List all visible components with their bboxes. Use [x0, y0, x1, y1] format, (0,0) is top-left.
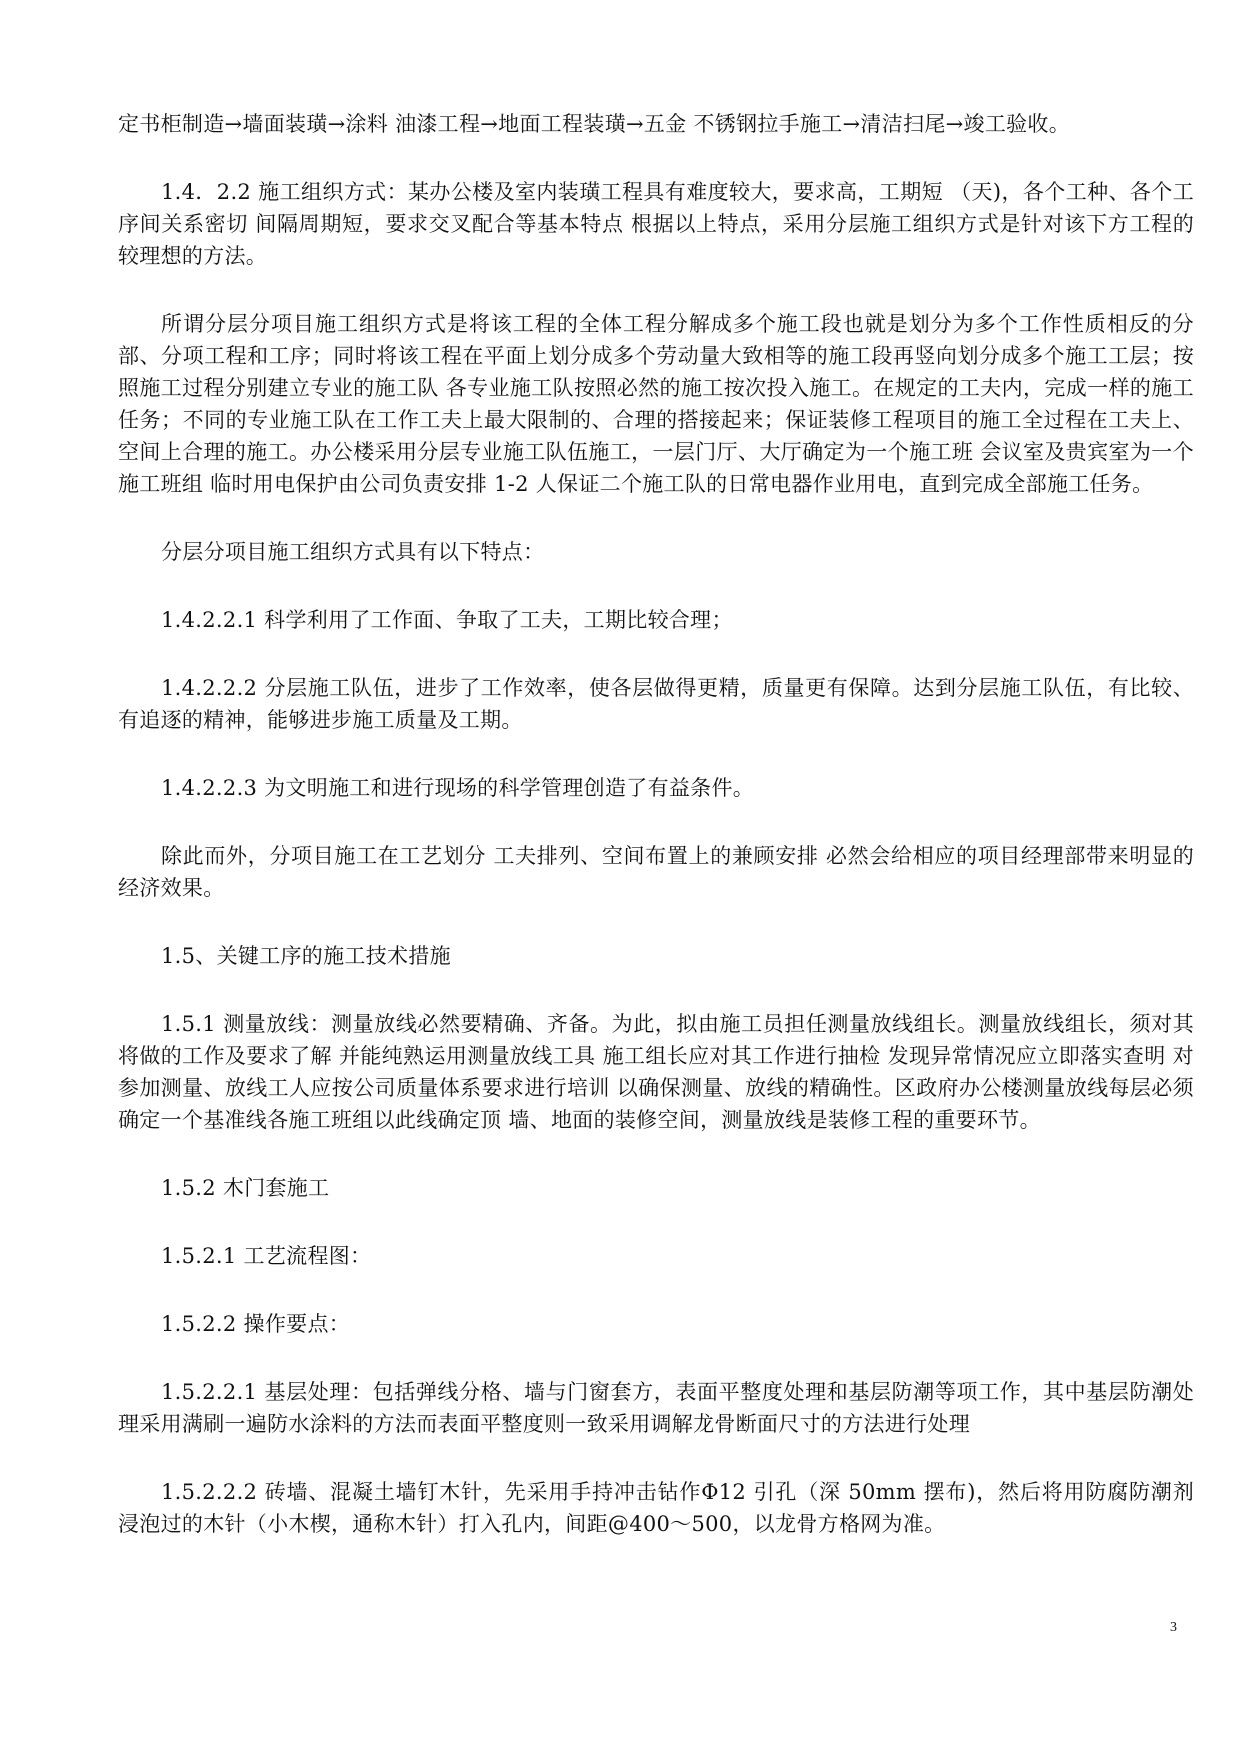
paragraph-economic-effect: 除此而外，分项目施工在工艺划分 工夫排列、空间布置上的兼顾安排 必然会给相应的项目经理部带来明显的经济效果。 — [118, 844, 1194, 900]
paragraph-feature-3: 1.4.2.2.3 为文明施工和进行现场的科学管理创造了有益条件。 — [161, 776, 755, 800]
paragraph-base-treatment: 1.5.2.2.1 基层处理：包括弹线分格、墙与门窗套方，表面平整度处理和基层防潮等项工作，其中基层防潮处理采用满刷一遍防水涂料的方法而表面平整度则一致采用调解龙骨断面尺寸的方法进行处理 — [118, 1380, 1194, 1436]
section-heading-door-frame: 1.5.2 木门套施工 — [161, 1176, 330, 1200]
subheading-process-flow: 1.5.2.1 工艺流程图： — [161, 1244, 372, 1268]
page-body — [118, 108, 1194, 1576]
paragraph-continuation: 定书柜制造→墙面装璜→涂料 油漆工程→地面工程装璜→五金 不锈钢拉手施工→清洁扫尾→竣工验收。 — [118, 112, 1071, 136]
paragraph-layered-method: 所谓分层分项目施工组织方式是将该工程的全体工程分解成多个施工段也就是划分为多个工作性质相反的分部、分项工程和工序；同时将该工程在平面上划分成多个劳动量大致相等的施工段再竖向划分成多个施工工层；按照施工过程分别建立专业的施工队 各专业施工队按照必然的施工按次投入施工。在规定的工夫内，完成一样的施工任务；不同的专业施工队在工作工夫上最大限制的、合理的搭接起来；保证装修工程项目的施工全过程在工夫上、空间上合理的施工。办公楼采用分层专业施工队伍施工，一层门厅、大厅确定为一个施工班 会议室及贵宾室为一个施工班组 临时用电保护由公司负责安排 1-2 人保证二个施工队的日常电器作业用电，直到完成全部施工任务。 — [118, 312, 1194, 496]
paragraph-wood-pegs: 1.5.2.2.2 砖墙、混凝土墙钉木针，先采用手持冲击钻作Φ12 引孔（深 50mm 摆布)，然后将用防腐防潮剂浸泡过的木针（小木楔，通称木针）打入孔内，间距@400～500，以龙骨方格网为准。 — [118, 1480, 1194, 1536]
paragraph-features-intro: 分层分项目施工组织方式具有以下特点： — [161, 540, 545, 564]
paragraph-construction-organization: 1.4．2.2 施工组织方式：某办公楼及室内装璜工程具有难度较大，要求高，工期短 （天)，各个工种、各个工序间关系密切 间隔周期短，要求交叉配合等基本特点 根据以上特点，采用分层施工组织方式是针对该下方工程的较理想的方法。 — [118, 180, 1194, 268]
subheading-key-operations: 1.5.2.2 操作要点： — [161, 1312, 351, 1336]
paragraph-feature-2: 1.4.2.2.2 分层施工队伍，进步了工作效率，使各层做得更精，质量更有保障。达到分层施工队伍，有比较、有追逐的精神，能够进步施工质量及工期。 — [118, 676, 1194, 732]
page-number: 3 — [1170, 1620, 1177, 1635]
paragraph-surveying: 1.5.1 测量放线：测量放线必然要精确、齐备。为此，拟由施工员担任测量放线组长。测量放线组长，须对其将做的工作及要求了解 并能纯熟运用测量放线工具 施工组长应对其工作进行抽检 发现异常情况应立即落实查明 对参加测量、放线工人应按公司质量体系要求进行培训 以确保测量、放线的精确性。区政府办公楼测量放线每层必须确定一个基准线各施工班组以此线确定顶 墙、地面的装修空间，测量放线是装修工程的重要环节。 — [118, 1012, 1194, 1132]
paragraph-feature-1: 1.4.2.2.1 科学利用了工作面、争取了工夫，工期比较合理； — [161, 608, 733, 632]
section-heading-key-procedures: 1.5、关键工序的施工技术措施 — [161, 944, 451, 968]
